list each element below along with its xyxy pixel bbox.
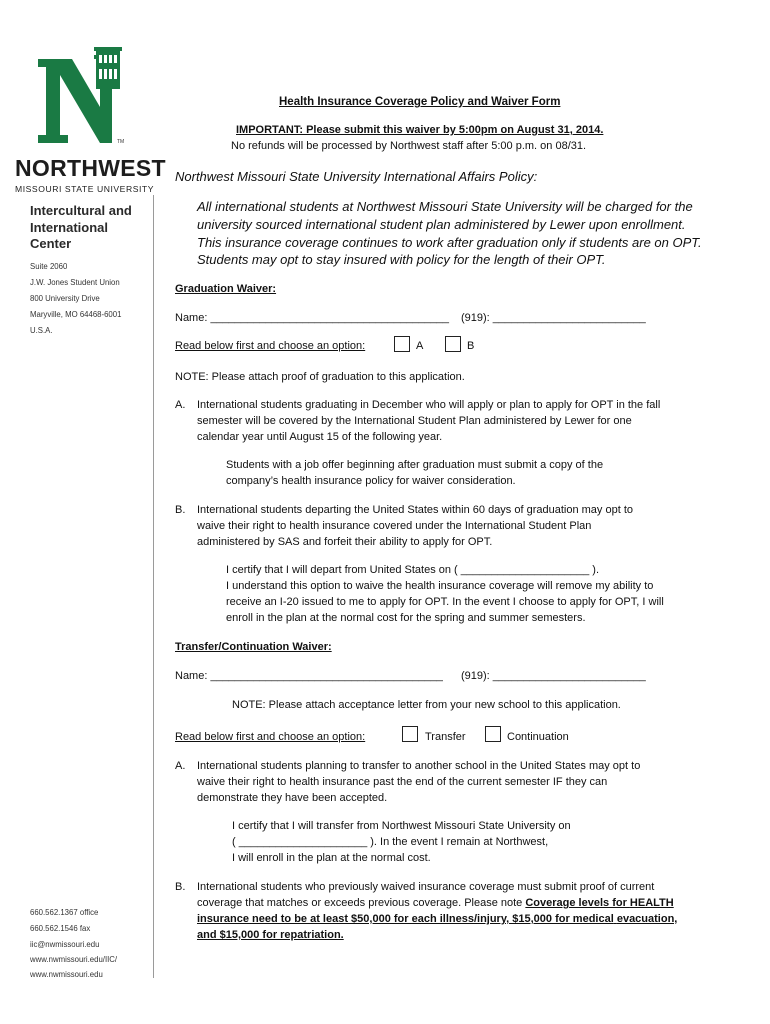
grad-b-subline: I understand this option to waive the health insurance coverage will remove my ability to — [226, 580, 654, 592]
transfer-option-label: Transfer — [425, 731, 466, 743]
grad-b-line: International students departing the United States within 60 days of graduation may opt to — [197, 504, 633, 516]
grad-phone-field[interactable]: (919): _________________________ — [461, 312, 646, 324]
address-line: U.S.A. — [30, 326, 53, 335]
continuation-option-checkbox[interactable] — [485, 726, 501, 742]
form-title: Health Insurance Coverage Policy and Waiver Form — [279, 96, 561, 108]
grad-b-line: waive their right to health insurance covered under the International Student Plan — [197, 520, 592, 532]
transfer-b-line: and $15,000 for repatriation. — [197, 929, 344, 941]
transfer-a-subline: I will enroll in the plan at the normal cost. — [232, 852, 431, 864]
grad-option-b-label: B — [467, 340, 475, 352]
address-line: 800 University Drive — [30, 294, 100, 303]
grad-a-line: calendar year until August 15 of the following year. — [197, 431, 443, 443]
grad-b-marker: B. — [175, 504, 186, 516]
grad-a-marker: A. — [175, 399, 186, 411]
grad-b-certify-line[interactable]: I certify that I will depart from United States on ( _____________________ ). — [226, 564, 600, 576]
contact-web-iic: www.nwmissouri.edu/IIC/ — [30, 955, 118, 964]
address-line: Suite 2060 — [30, 262, 68, 271]
contact-web: www.nwmissouri.edu — [30, 970, 103, 979]
grad-option-b-checkbox[interactable] — [445, 336, 461, 352]
grad-name-field[interactable]: Name: _______________________________________ — [175, 312, 450, 324]
trademark-mark: TM — [117, 139, 125, 145]
grad-a-subline: company’s health insurance policy for waiver consideration. — [226, 475, 516, 487]
grad-a-line: International students graduating in December who will apply or plan to apply for OPT in the fall — [197, 399, 661, 411]
important-notice: IMPORTANT: Please submit this waiver by 5:00pm on August 31, 2014. — [236, 124, 604, 136]
refund-notice: No refunds will be processed by Northwest staff after 5:00 p.m. on 08/31. — [231, 140, 587, 152]
policy-line: university sourced international student plan administered by Lewer upon enrollment. — [197, 217, 686, 232]
transfer-a-line: International students planning to transfer to another school in the United States may opt to — [197, 760, 641, 772]
graduation-waiver-heading: Graduation Waiver: — [175, 283, 277, 295]
grad-note: NOTE: Please attach proof of graduation to this application. — [175, 371, 465, 383]
logo-wordmark: NORTHWEST — [15, 155, 166, 181]
transfer-a-line: waive their right to health insurance past the end of the current semester IF they can — [197, 776, 608, 788]
transfer-option-checkbox[interactable] — [402, 726, 418, 742]
transfer-b-marker: B. — [175, 881, 186, 893]
transfer-a-date-line[interactable]: ( _____________________ ). In the event I remain at Northwest, — [232, 836, 549, 848]
transfer-waiver-heading: Transfer/Continuation Waiver: — [175, 641, 332, 653]
grad-a-line: semester will be covered by the International Student Plan administered by Lewer for one — [197, 415, 632, 427]
grad-b-subline: enroll in the plan at the normal cost for the spring and summer semesters. — [226, 612, 586, 624]
address-line: J.W. Jones Student Union — [30, 278, 120, 287]
transfer-a-subline: I certify that I will transfer from Northwest Missouri State University on — [232, 820, 571, 832]
grad-a-subline: Students with a job offer beginning after graduation must submit a copy of the — [226, 459, 604, 471]
policy-heading: Northwest Missouri State University International Affairs Policy: — [175, 169, 538, 184]
logo-subtitle: MISSOURI STATE UNIVERSITY — [15, 184, 155, 194]
transfer-note: NOTE: Please attach acceptance letter from your new school to this application. — [232, 699, 621, 711]
transfer-a-line: demonstrate they have been accepted. — [197, 792, 388, 804]
transfer-b-line: International students who previously waived insurance coverage must submit proof of current — [197, 881, 655, 893]
grad-b-subline: receive an I-20 issued to me to apply for OPT. In the event I choose to apply for OPT, I will — [226, 596, 664, 608]
policy-line: This insurance coverage continues to work after graduation only if students are on OPT. — [197, 235, 702, 250]
policy-line: All international students at Northwest Missouri State University will be charged for the — [197, 199, 693, 214]
contact-fax: 660.562.1546 fax — [30, 924, 91, 933]
center-name: Intercultural and International Center — [30, 203, 132, 251]
transfer-b-line: coverage that matches or exceeds previous coverage. Please note Coverage levels for HEALTH — [197, 897, 674, 909]
policy-line: Students may opt to stay insured with policy for the length of their OPT. — [197, 252, 606, 267]
continuation-option-label: Continuation — [507, 731, 569, 743]
sidebar-divider — [153, 195, 154, 978]
transfer-choose-label: Read below first and choose an option: — [175, 731, 366, 743]
grad-choose-label: Read below first and choose an option: — [175, 340, 366, 352]
contact-email: iic@nwmissouri.edu — [30, 940, 100, 949]
grad-option-a-label: A — [416, 340, 424, 352]
transfer-a-marker: A. — [175, 760, 186, 772]
grad-b-line: administered by SAS and forfeit their ability to apply for OPT. — [197, 536, 493, 548]
transfer-phone-field[interactable]: (919): _________________________ — [461, 670, 646, 682]
grad-option-a-checkbox[interactable] — [394, 336, 410, 352]
northwest-logo-icon — [38, 45, 130, 147]
transfer-b-line: insurance need to be at least $50,000 for each illness/injury, $15,000 for medical evacuation, — [197, 913, 678, 925]
transfer-name-field[interactable]: Name: ______________________________________ — [175, 670, 443, 682]
address-line: Maryville, MO 64468-6001 — [30, 310, 122, 319]
contact-office: 660.562.1367 office — [30, 908, 99, 917]
